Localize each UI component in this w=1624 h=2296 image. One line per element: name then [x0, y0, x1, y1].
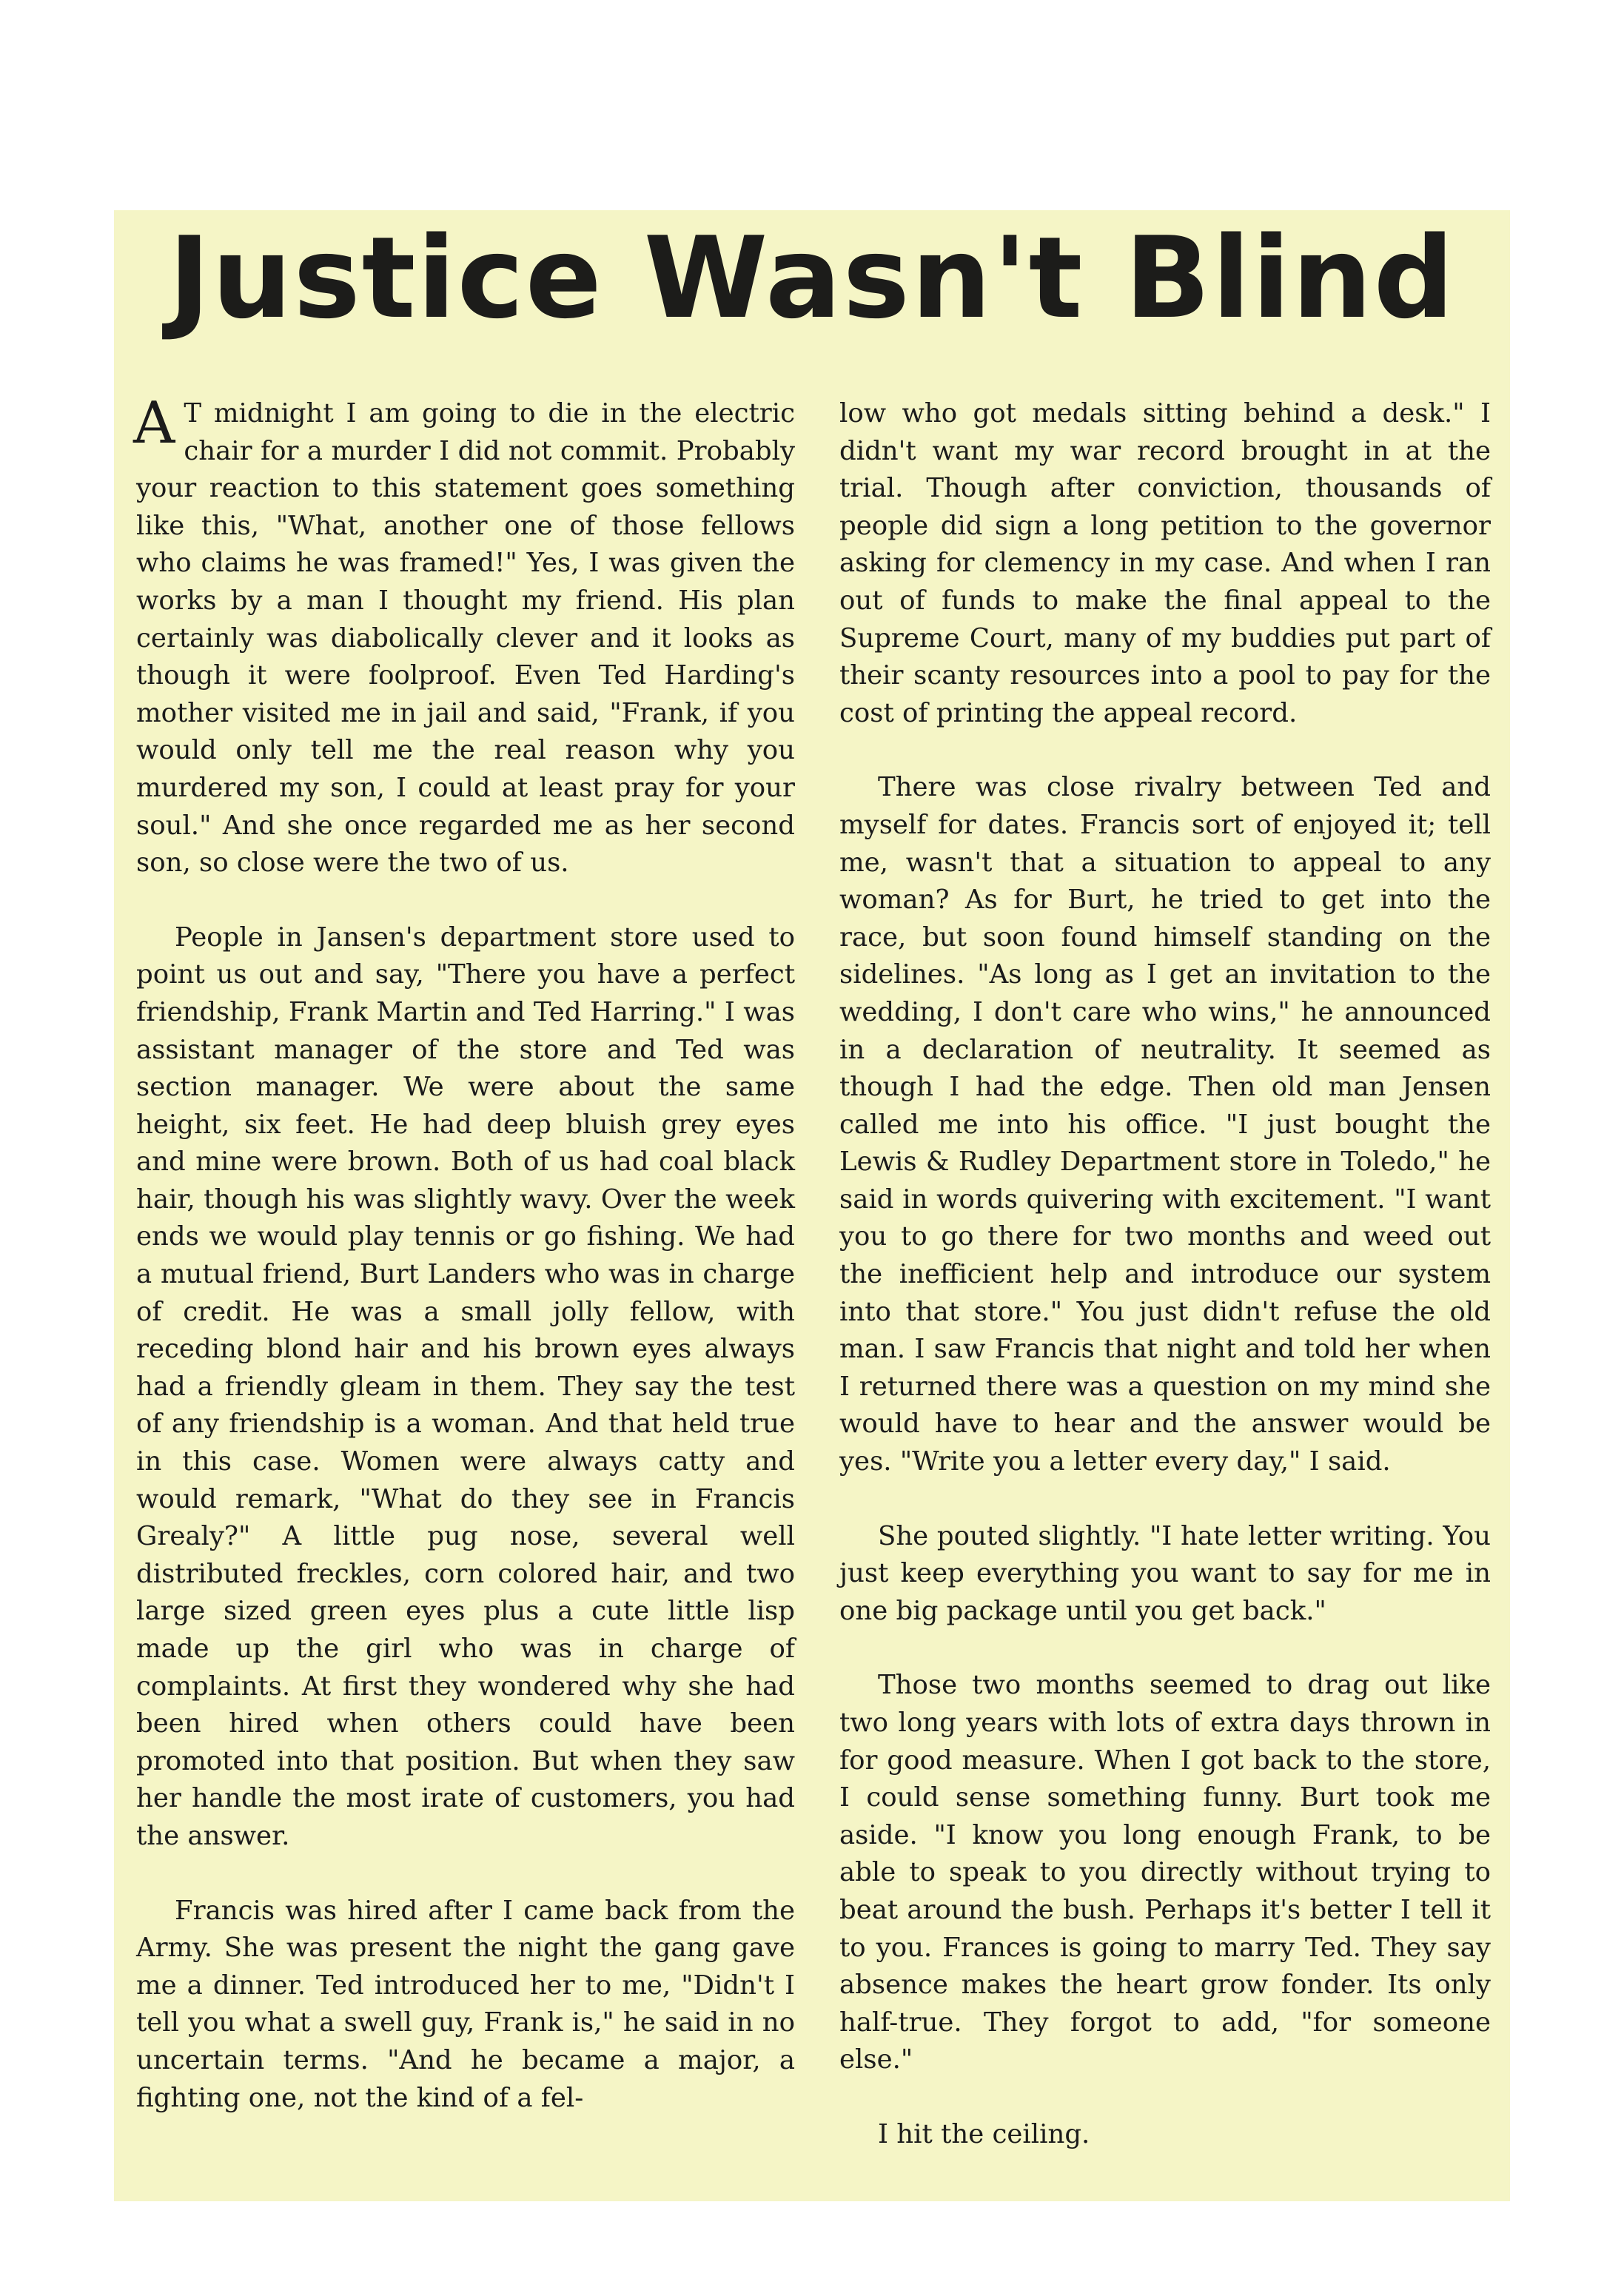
paragraph-1-text: T midnight I am going to die in the electric chair for a murder I did not commit. Probably your reaction to this statement goes something like this, "What, another one of those fellows who claims he was framed!" Yes, I was given the works by a man I thought my friend. His plan certainly was diabolically clever and it looks as though it were foolproof. Even Ted Harding's mother visited me in jail and said, "Frank, if you would only tell me the real reason why you murdered my son, I could at least pray for your soul." And she once regarded me as her second son, so close were the two of us.	[136, 398, 795, 879]
drop-cap: A	[133, 390, 175, 457]
paragraph-8: I hit the ceiling.	[878, 2118, 1090, 2149]
paragraph-5: There was close rivalry between Ted and myself for dates. Francis sort of enjoyed it; tell me, wasn't that a situation to appeal to any woman? As for Burt, he tried to get into the race, but soon found himself standing on the sidelines. "As long as I get an invitation to the wedding, I don't care who wins," he announced in a declaration of neutrality. It seemed as though I had the edge. Then old man Jensen called me into his office. "I just bought the Lewis & Rudley Department store in Toledo," he said in words quivering with excitement. "I want you to go there for two months and weed out the inefficient help and introduce our system into that store." You just didn't refuse the old man. I saw Francis that night and told her when I returned there was a question on my mind she would have to hear and the answer would be yes. "Write you a letter every day," I said.	[839, 772, 1491, 1477]
left-column	[133, 390, 795, 2117]
right-column	[839, 395, 1491, 2154]
paragraph-2: People in Jansen's department store used to point us out and say, "There you have a perfect friendship, Frank Martin and Ted Harring." I was assistant manager of the store and Ted was section manager. We were about the same height, six feet. He had deep bluish grey eyes and mine were brown. Both of us had coal black hair, though his was slightly wavy. Over the week ends we would play tennis or go fishing. We had a mutual friend, Burt Landers who was in charge of credit. He was a small jolly fellow, with receding blond hair and his brown eyes always had a friendly gleam in them. They say the test of any friendship is a woman. And that held true in this case. Women were always catty and would remark, "What do they see in Francis Grealy?" A little pug nose, several well distributed freckles, corn colored hair, and two large sized green eyes plus a cute little lisp made up the girl who was in charge of complaints. At first they wondered why she had been hired when others could have been promoted into that position. But when they saw her handle the most irate of customers, you had the answer.	[136, 922, 795, 1851]
article-title: Justice Wasn't Blind	[168, 212, 1456, 343]
paragraph-4: low who got medals sitting behind a desk." I didn't want my war record brought in at the trial. Though after conviction, thousands of people did sign a long petition to the governor asking for clemency in my case. And when I ran out of funds to make the final appeal to the Supreme Court, many of my buddies put part of their scanty resources into a pool to pay for the cost of printing the appeal record.	[839, 398, 1491, 728]
paragraph-3: Francis was hired after I came back from the Army. She was present the night the gang gave me a dinner. Ted introduced her to me, "Didn't I tell you what a swell guy, Frank is," he said in no uncertain terms. "And he became a major, a fighting one, not the kind of a fel-	[136, 1895, 795, 2113]
paragraph-7: Those two months seemed to drag out like two long years with lots of extra days thrown in for good measure. When I got back to the store, I could sense something funny. Burt took me aside. "I know you long enough Frank, to be able to speak to you directly without trying to beat around the bush. Perhaps it's better I tell it to you. Frances is going to marry Ted. They say absence makes the heart grow fonder. Its only half-true. They forgot to add, "for someone else."	[839, 1670, 1491, 2075]
paragraph-6: She pouted slightly. "I hate letter writing. You just keep everything you want to say for me in one big package until you get back."	[839, 1520, 1491, 1626]
paragraph-1	[133, 390, 795, 882]
article-panel	[114, 210, 1510, 2201]
